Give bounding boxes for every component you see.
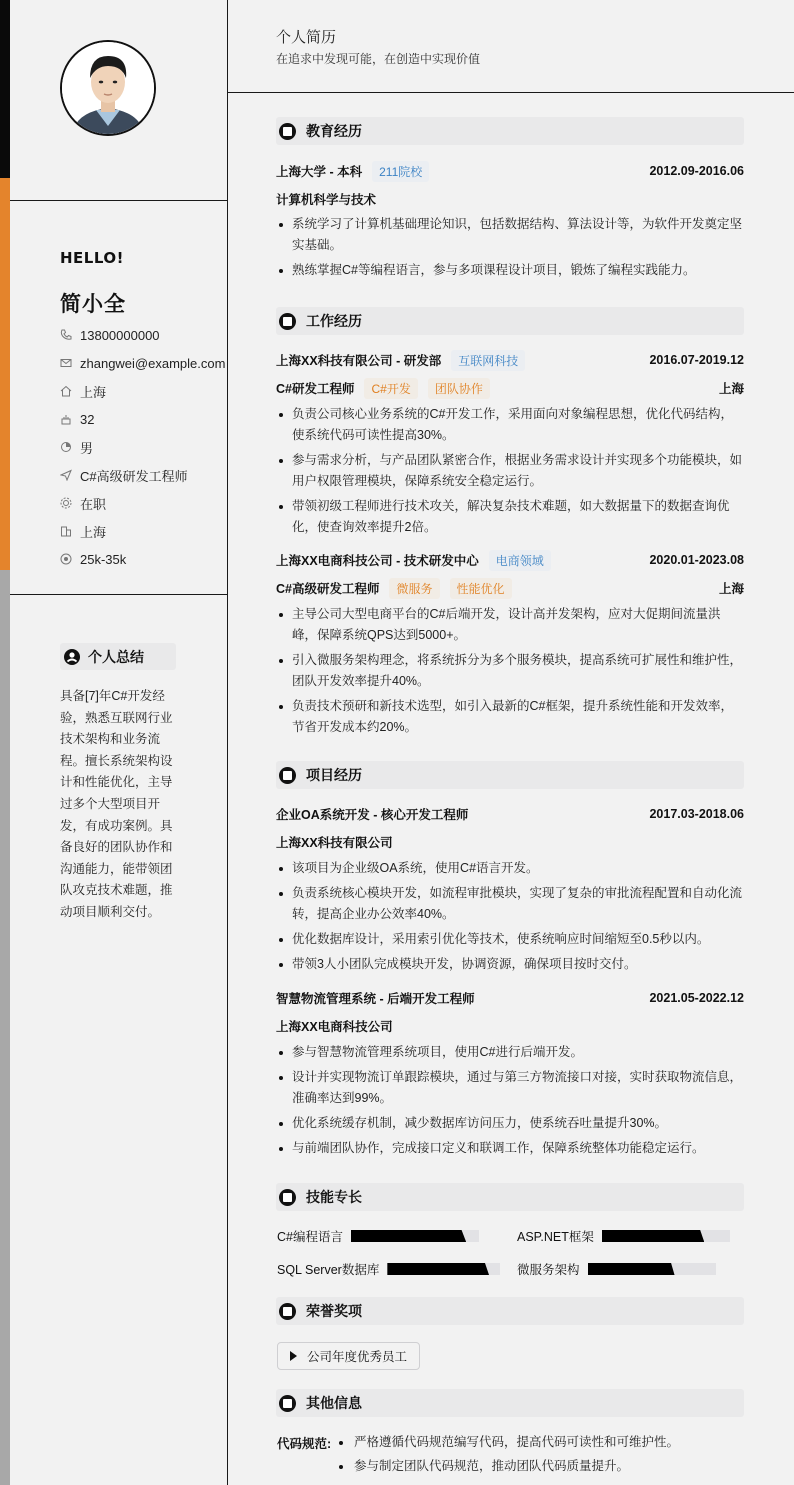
job-skill-tag: C#开发: [364, 378, 417, 399]
summary-heading: [60, 643, 176, 670]
info-email-text: zhangwei@example.com: [80, 355, 226, 371]
project-name: 企业OA系统开发 - 核心开发工程师: [276, 808, 469, 822]
job-bullets: [276, 604, 744, 742]
skill-bar-track: [588, 1263, 716, 1275]
project-bullets: [276, 858, 744, 979]
honor-item-toggle[interactable]: [277, 1342, 420, 1370]
list-item: 优化系统缓存机制，减少数据库访问压力，使系统吞吐量提升30%。: [276, 1113, 744, 1134]
list-item: 与前端团队协作，完成接口定义和联调工作，保障系统整体功能稳定运行。: [276, 1138, 744, 1159]
user-icon: [64, 649, 80, 665]
section-honors-title: 荣誉奖项: [306, 1303, 362, 1319]
list-item: 负责系统核心模块开发，如流程审批模块，实现了复杂的审批流程配置和自动化流转，提高企业办公效率40%。: [276, 883, 744, 925]
list-item: 负责公司核心业务系统的C#开发工作，采用面向对象编程思想，优化代码结构，使系统代码可读性提高30%。: [276, 404, 744, 446]
info-phone-text: 13800000000: [80, 327, 160, 343]
job-period: 2016.07-2019.12: [649, 353, 744, 367]
list-item: 引入微服务架构理念，将系统拆分为多个服务模块，提高系统可扩展性和维护性，团队开发效率提升40%。: [276, 650, 744, 692]
job-company: 上海XX电商科技公司 - 技术研发中心: [276, 554, 479, 568]
skill-bar-track: [351, 1230, 479, 1242]
job-bullets: [276, 404, 744, 542]
sidebar-divider: [10, 200, 228, 201]
list-item: 负责技术预研和新技术选型，如引入最新的C#框架，提升系统性能和开发效率，节省开发成本约20%。: [276, 696, 744, 738]
job-row: [276, 350, 744, 370]
info-job-text: C#高级研发工程师: [80, 468, 188, 484]
job-skill-tag: 微服务: [389, 578, 439, 599]
section-work-title: 工作经历: [306, 313, 362, 329]
skill-name: SQL Server数据库: [277, 1263, 380, 1277]
section-work: [276, 307, 744, 335]
major-name: 计算机科学与技术: [276, 193, 377, 207]
list-item: 设计并实现物流订单跟踪模块，通过与第三方物流接口对接，实时获取物流信息，准确率达到99%。: [276, 1067, 744, 1109]
info-age: [60, 409, 94, 429]
skill-bar-track: [602, 1230, 730, 1242]
briefcase-icon: [279, 313, 296, 330]
section-education: [276, 117, 744, 145]
skill-bar-fill: [602, 1230, 704, 1242]
job-industry-tag: 电商领域: [489, 550, 551, 571]
job-company: 上海XX科技有限公司 - 研发部: [276, 354, 442, 368]
project-period: 2021.05-2022.12: [649, 991, 744, 1005]
status-icon: [60, 497, 72, 509]
project-bullets: [276, 1042, 744, 1163]
job-role-row: [276, 578, 744, 598]
other-label: 代码规范:: [277, 1437, 332, 1451]
skill-name: C#编程语言: [277, 1230, 343, 1244]
skill-name: 微服务架构: [517, 1263, 580, 1277]
job-skill-tag: 团队协作: [428, 378, 490, 399]
list-item: 参与需求分析，与产品团队紧密合作，根据业务需求设计并实现多个功能模块，如用户权限管理模块，保障系统安全稳定运行。: [276, 450, 744, 492]
education-bullets: [276, 214, 744, 285]
info-city: [60, 521, 106, 541]
home-icon: [60, 385, 72, 397]
candidate-name: 简小全: [60, 293, 126, 316]
job-role: C#研发工程师: [276, 382, 355, 396]
city-icon: [60, 525, 72, 537]
school-tag: 211院校: [372, 161, 429, 182]
project-row: [276, 804, 744, 824]
info-salary-text: 25k-35k: [80, 551, 127, 567]
list-item: 带领3人小团队完成模块开发，协调资源，确保项目按时交付。: [276, 954, 744, 975]
info-salary: [60, 549, 126, 569]
header-divider: [228, 92, 794, 93]
salary-icon: [60, 553, 72, 565]
education-period: 2012.09-2016.06: [649, 164, 744, 178]
award-icon: [279, 1303, 296, 1320]
skill-item: [517, 1260, 716, 1278]
education-row: [276, 161, 744, 181]
job-icon: [60, 469, 72, 481]
project-row: [276, 988, 744, 1008]
other-bullets: [338, 1432, 758, 1480]
list-item: 主导公司大型电商平台的C#后端开发，设计高并发架构，应对大促期间流量洪峰，保障系统QPS达到5000+。: [276, 604, 744, 646]
info-city-text: 上海: [80, 524, 107, 540]
info-phone: [60, 325, 160, 345]
list-item: 参与制定团队代码规范，推动团队代码质量提升。: [338, 1456, 758, 1477]
list-item: 优化数据库设计，采用索引优化等技术，使系统响应时间缩短至0.5秒以内。: [276, 929, 744, 950]
info-status: [60, 493, 106, 513]
skill-bar-track: [387, 1263, 500, 1275]
section-skills: [276, 1183, 744, 1211]
section-honors: [276, 1297, 744, 1325]
page-subtitle: 在追求中发现可能，在创造中实现价值: [276, 52, 481, 66]
job-role-row: [276, 378, 744, 398]
job-skill-tag: 性能优化: [450, 578, 512, 599]
sidebar: [0, 0, 228, 1485]
list-item: 该项目为企业级OA系统，使用C#语言开发。: [276, 858, 744, 879]
job-city: 上海: [718, 382, 744, 396]
sidebar-stripe-accent: [0, 178, 10, 570]
section-projects: [276, 761, 744, 789]
job-industry-tag: 互联网科技: [451, 350, 525, 371]
project-company: 上海XX科技有限公司: [276, 836, 393, 850]
list-item: 严格遵循代码规范编写代码，提高代码可读性和可维护性。: [338, 1432, 758, 1453]
section-skills-title: 技能专长: [306, 1189, 362, 1205]
section-projects-title: 项目经历: [306, 767, 362, 783]
project-company-row: [276, 1016, 744, 1036]
skill-bar-fill: [387, 1263, 489, 1275]
list-item: 参与智慧物流管理系统项目，使用C#进行后端开发。: [276, 1042, 744, 1063]
section-other-title: 其他信息: [306, 1395, 362, 1411]
page-title: 个人简历: [276, 29, 337, 46]
info-home-text: 上海: [80, 384, 107, 400]
project-name: 智慧物流管理系统 - 后端开发工程师: [276, 992, 475, 1006]
grid-icon: [279, 767, 296, 784]
age-icon: [60, 413, 72, 425]
list-item: 系统学习了计算机基础理论知识，包括数据结构、算法设计等，为软件开发奠定坚实基础。: [276, 214, 744, 256]
list-item: 熟练掌握C#等编程语言，参与多项课程设计项目，锻炼了编程实践能力。: [276, 260, 744, 281]
skill-item: [517, 1227, 730, 1245]
info-home: [60, 381, 106, 401]
info-job: [60, 465, 188, 485]
section-education-title: 教育经历: [306, 123, 362, 139]
project-company: 上海XX电商科技公司: [276, 1020, 393, 1034]
info-icon: [279, 1395, 296, 1412]
info-status-text: 在职: [80, 496, 107, 512]
summary-heading-text: 个人总结: [88, 648, 144, 665]
email-icon: [60, 357, 72, 369]
skill-item: [277, 1227, 479, 1245]
info-age-text: 32: [80, 411, 95, 427]
sidebar-divider: [10, 594, 228, 595]
info-email: [60, 353, 225, 373]
project-company-row: [276, 832, 744, 852]
project-period: 2017.03-2018.06: [649, 807, 744, 821]
summary-text: 具备[7]年C#开发经验，熟悉互联网行业技术架构和业务流程。擅长系统架构设计和性能优化，主导过多个大型项目开发，有成功案例。具备良好的团队协作和沟通能力，能带领团队攻克技术难题，推动项目顺利交付。: [60, 689, 173, 919]
list-item: 带领初级工程师进行技术攻关，解决复杂技术难题，如大数据量下的数据查询优化，使查询效率提升2倍。: [276, 496, 744, 538]
skill-bar-fill: [588, 1263, 675, 1275]
gender-icon: [60, 441, 72, 453]
phone-icon: [60, 329, 72, 341]
sidebar-stripe-black: [0, 0, 10, 178]
bar-chart-icon: [279, 1189, 296, 1206]
info-gender-text: 男: [80, 440, 94, 456]
job-period: 2020.01-2023.08: [649, 553, 744, 567]
sidebar-stripe-gray: [0, 570, 10, 1485]
job-city: 上海: [718, 582, 744, 596]
job-row: [276, 550, 744, 570]
caret-right-icon: [290, 1351, 297, 1361]
section-other: [276, 1389, 744, 1417]
honor-item-text: 公司年度优秀员工: [307, 1350, 408, 1364]
skill-item: [277, 1260, 500, 1278]
avatar: [60, 40, 156, 136]
major-row: [276, 189, 744, 209]
info-gender: [60, 437, 93, 457]
job-role: C#高级研发工程师: [276, 582, 380, 596]
greeting: HELLO!: [60, 249, 124, 267]
skill-name: ASP.NET框架: [517, 1230, 594, 1244]
skill-bar-fill: [351, 1230, 466, 1242]
school-name: 上海大学 - 本科: [276, 165, 363, 179]
graduation-cap-icon: [279, 123, 296, 140]
